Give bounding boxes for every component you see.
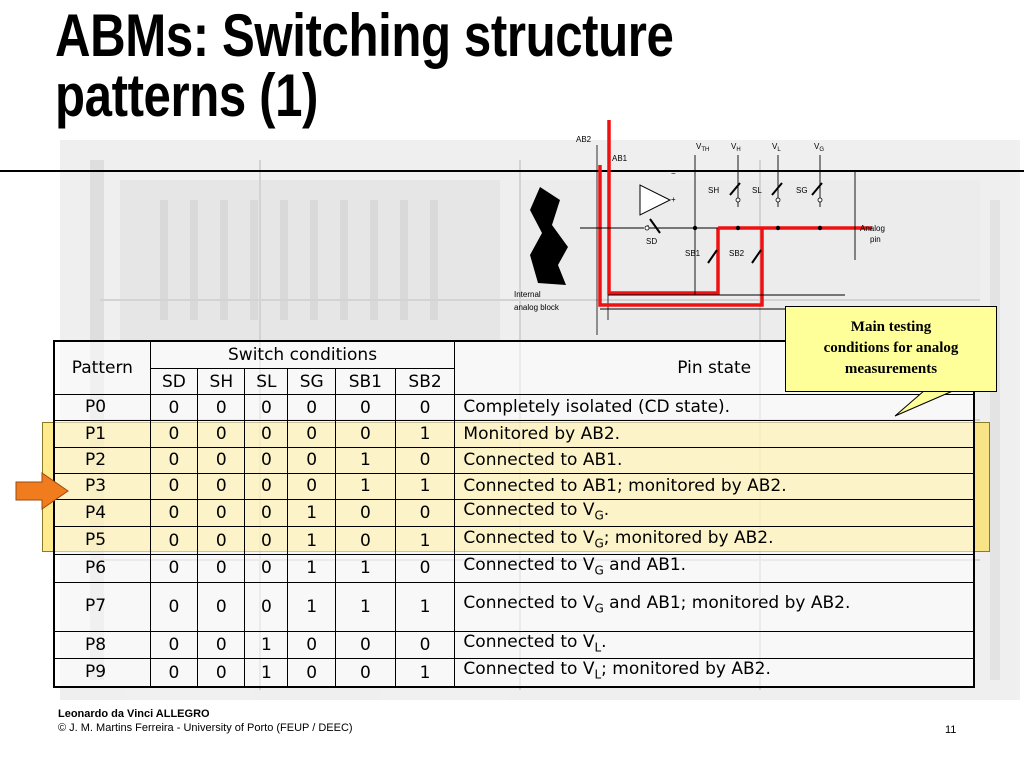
vh-label: $V_H$ bbox=[731, 142, 741, 153]
ab1-label: AB1 bbox=[612, 154, 628, 163]
svg-text:−: − bbox=[671, 169, 676, 178]
title-line-1: ABMs: Switching structure bbox=[55, 2, 674, 69]
switch-value-cell: 0 bbox=[395, 395, 455, 421]
switch-value-cell: 0 bbox=[198, 447, 245, 473]
svg-text:analog block: analog block bbox=[514, 303, 559, 312]
callout-note bbox=[785, 306, 997, 392]
pin-state-cell: Connected to $V_L$. bbox=[455, 631, 974, 659]
switch-value-cell: 1 bbox=[336, 473, 396, 499]
switch-value-cell: 0 bbox=[198, 659, 245, 687]
pattern-cell: P5 bbox=[55, 527, 151, 555]
switch-value-cell: 0 bbox=[336, 527, 396, 555]
switch-value-cell: 1 bbox=[245, 631, 288, 659]
footer bbox=[58, 707, 353, 735]
pattern-cell: P3 bbox=[55, 473, 151, 499]
switch-value-cell: 0 bbox=[245, 395, 288, 421]
switch-value-cell: 0 bbox=[336, 631, 396, 659]
pin-state-cell: Connected to $V_L$; monitored by AB2. bbox=[455, 659, 974, 687]
table-row bbox=[55, 395, 974, 421]
pattern-cell: P6 bbox=[55, 554, 151, 582]
switch-value-cell: 0 bbox=[245, 499, 288, 527]
switch-value-cell: 0 bbox=[395, 631, 455, 659]
sl-label: SL bbox=[752, 186, 762, 195]
table-row bbox=[55, 659, 974, 687]
pin-state-cell: Completely isolated (CD state). bbox=[455, 395, 974, 421]
col-header-sg: SG bbox=[288, 369, 336, 395]
pin-state-cell: Connected to $V_G$ and AB1. bbox=[455, 554, 974, 582]
table-row bbox=[55, 554, 974, 582]
sg-label: SG bbox=[796, 186, 808, 195]
switch-value-cell: 0 bbox=[198, 473, 245, 499]
switch-value-cell: 0 bbox=[336, 499, 396, 527]
switch-value-cell: 0 bbox=[245, 421, 288, 447]
pin-state-cell: Monitored by AB2. bbox=[455, 421, 974, 447]
analog-pin-label-2: pin bbox=[870, 235, 881, 244]
pattern-cell: P9 bbox=[55, 659, 151, 687]
pattern-cell: P2 bbox=[55, 447, 151, 473]
sd-label: SD bbox=[646, 237, 658, 246]
col-header-pattern: Pattern bbox=[55, 342, 151, 395]
pin-state-cell: Connected to $V_G$ and AB1; monitored by AB2. bbox=[455, 582, 974, 631]
pin-state-cell: Connected to $V_G$; monitored by AB2. bbox=[455, 527, 974, 555]
switching-patterns-table bbox=[53, 340, 975, 688]
switch-value-cell: 0 bbox=[150, 631, 198, 659]
switch-value-cell: 0 bbox=[336, 421, 396, 447]
sb2-label: SB2 bbox=[729, 249, 745, 258]
switch-value-cell: 1 bbox=[288, 499, 336, 527]
pattern-cell: P1 bbox=[55, 421, 151, 447]
table-row bbox=[55, 447, 974, 473]
switch-value-cell: 0 bbox=[198, 499, 245, 527]
pattern-cell: P4 bbox=[55, 499, 151, 527]
switch-value-cell: 1 bbox=[395, 421, 455, 447]
comparator bbox=[640, 185, 670, 215]
ab2-label: AB2 bbox=[576, 135, 592, 144]
switch-value-cell: 0 bbox=[245, 473, 288, 499]
sh-label: SH bbox=[708, 186, 720, 195]
sb1-label: SB1 bbox=[685, 249, 701, 258]
col-header-pin-state: Pin state bbox=[455, 342, 974, 395]
switch-value-cell: 0 bbox=[336, 659, 396, 687]
switch-value-cell: 0 bbox=[198, 527, 245, 555]
callout-line-2: conditions for analog bbox=[823, 340, 959, 356]
analog-pin-label-1: Analog bbox=[860, 224, 885, 233]
pattern-cell: P7 bbox=[55, 582, 151, 631]
pin-state-cell: Connected to AB1; monitored by AB2. bbox=[455, 473, 974, 499]
table-row bbox=[55, 421, 974, 447]
switch-value-cell: 0 bbox=[150, 473, 198, 499]
switch-value-cell: 1 bbox=[288, 527, 336, 555]
switch-value-cell: 0 bbox=[395, 554, 455, 582]
pin-state-cell: Connected to $V_G$. bbox=[455, 499, 974, 527]
switch-value-cell: 0 bbox=[150, 499, 198, 527]
vth-label: $V_{TH}$ bbox=[696, 142, 710, 153]
vl-label: $V_L$ bbox=[772, 142, 781, 153]
switch-value-cell: 0 bbox=[150, 395, 198, 421]
switch-value-cell: 1 bbox=[336, 447, 396, 473]
switch-value-cell: 1 bbox=[336, 582, 396, 631]
col-header-sb2: SB2 bbox=[395, 369, 455, 395]
page-number: 11 bbox=[945, 724, 957, 736]
switch-value-cell: 0 bbox=[288, 447, 336, 473]
switch-value-cell: 0 bbox=[288, 395, 336, 421]
callout-line-1: Main testing bbox=[850, 319, 932, 335]
switch-value-cell: 0 bbox=[198, 582, 245, 631]
svg-text:Internal: Internal bbox=[514, 290, 541, 299]
switch-value-cell: 0 bbox=[395, 447, 455, 473]
switch-value-cell: 0 bbox=[288, 473, 336, 499]
switch-value-cell: 1 bbox=[395, 659, 455, 687]
switch-value-cell: 0 bbox=[395, 499, 455, 527]
title-line-2: patterns (1) bbox=[55, 62, 318, 129]
switch-value-cell: 0 bbox=[150, 554, 198, 582]
col-header-sl: SL bbox=[245, 369, 288, 395]
pattern-cell: P8 bbox=[55, 631, 151, 659]
switch-value-cell: 1 bbox=[288, 582, 336, 631]
col-header-sh: SH bbox=[198, 369, 245, 395]
switch-value-cell: 0 bbox=[150, 447, 198, 473]
orange-arrow-icon bbox=[14, 472, 70, 510]
col-header-sd: SD bbox=[150, 369, 198, 395]
switch-value-cell: 0 bbox=[245, 582, 288, 631]
switch-value-cell: 0 bbox=[288, 631, 336, 659]
pattern-cell: P0 bbox=[55, 395, 151, 421]
switch-value-cell: 0 bbox=[150, 421, 198, 447]
table-row bbox=[55, 527, 974, 555]
switch-value-cell: 1 bbox=[395, 527, 455, 555]
vg-label: $V_G$ bbox=[814, 142, 825, 153]
switch-value-cell: 0 bbox=[245, 554, 288, 582]
switch-value-cell: 0 bbox=[245, 527, 288, 555]
internal-analog-block bbox=[530, 187, 568, 285]
switch-value-cell: 0 bbox=[150, 659, 198, 687]
ab1-bus bbox=[609, 120, 718, 293]
switch-value-cell: 0 bbox=[288, 421, 336, 447]
col-header-sb1: SB1 bbox=[336, 369, 396, 395]
callout-line-3: measurements bbox=[844, 361, 938, 377]
switch-value-cell: 0 bbox=[150, 582, 198, 631]
footer-copyright: © J. M. Martins Ferreira - University of Porto (FEUP / DEEC) bbox=[58, 722, 353, 734]
slide-title bbox=[55, 2, 674, 129]
table-row bbox=[55, 582, 974, 631]
switch-value-cell: 1 bbox=[395, 473, 455, 499]
switch-value-cell: 0 bbox=[336, 395, 396, 421]
table-row bbox=[55, 631, 974, 659]
switch-value-cell: 1 bbox=[395, 582, 455, 631]
pin-state-cell: Connected to AB1. bbox=[455, 447, 974, 473]
switch-value-cell: 0 bbox=[245, 447, 288, 473]
switch-value-cell: 0 bbox=[288, 659, 336, 687]
switch-value-cell: 0 bbox=[198, 631, 245, 659]
table-row bbox=[55, 473, 974, 499]
switch-value-cell: 0 bbox=[150, 527, 198, 555]
table-row bbox=[55, 499, 974, 527]
switch-value-cell: 0 bbox=[198, 554, 245, 582]
switch-value-cell: 0 bbox=[198, 421, 245, 447]
switch-value-cell: 1 bbox=[336, 554, 396, 582]
switch-value-cell: 1 bbox=[245, 659, 288, 687]
switch-value-cell: 1 bbox=[288, 554, 336, 582]
col-header-switch-conditions: Switch conditions bbox=[150, 342, 455, 369]
footer-course: Leonardo da Vinci ALLEGRO bbox=[58, 708, 210, 720]
switch-value-cell: 0 bbox=[198, 395, 245, 421]
svg-text:+: + bbox=[671, 195, 676, 204]
